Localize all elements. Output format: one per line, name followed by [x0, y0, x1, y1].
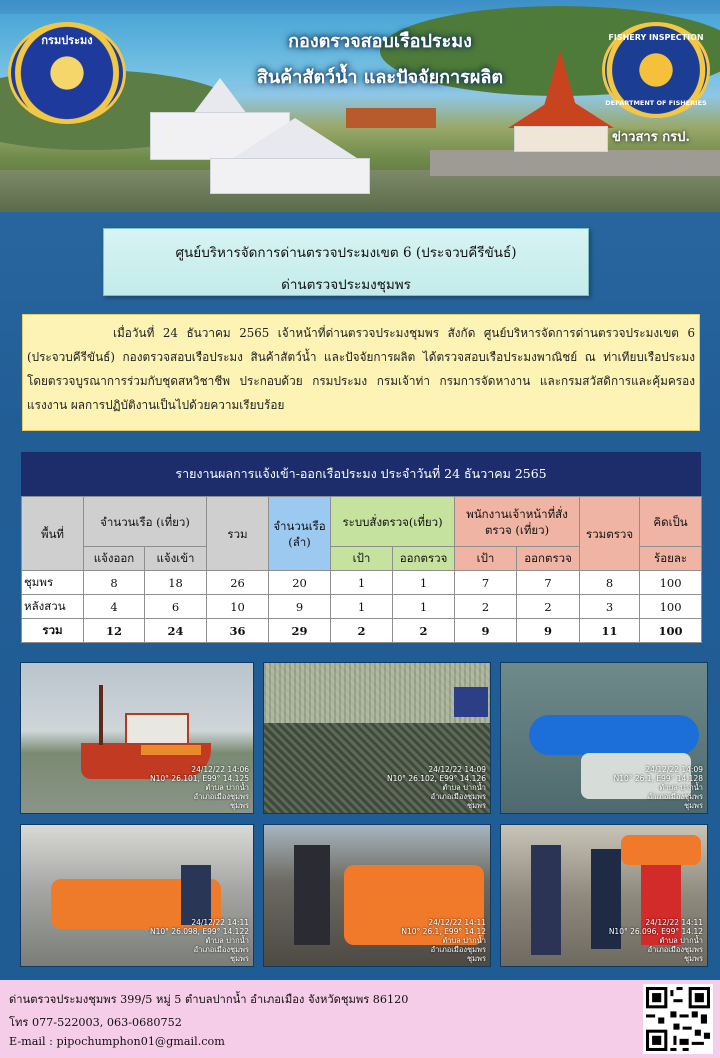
officer-figure	[294, 845, 330, 945]
cell-sys-target: 1	[331, 571, 393, 595]
cell-boats: 20	[269, 571, 331, 595]
cell-pct: 100	[640, 595, 702, 619]
news-paragraph-text: เมื่อวันที่ 24 ธันวาคม 2565 เจ้าหน้าที่ด่านตรวจประมงชุมพร สังกัด ศูนย์บริหารจัดการด่านตรวจประมงเขต 6 (ประจวบคีรีขันธ์) กองตรวจสอบเรือประมง สินค้าสัตว์น้ำ และปัจจัยการผลิต ได้ตรวจสอบเรือประมงพาณิชย์ ณ ท่าเทียบเรือประมง โดยตรวจบูรณาการร่วมกับชุดสหวิชาชีพ ประกอบด้วย กรมประมง กรมเจ้าท่า กรมการจัดหางาน และกรมสวัสดิการและคุ้มครองแรงงาน ผลการปฏิบัติงานเป็นไปด้วยความเรียบร้อย	[27, 326, 695, 412]
cell-total: 26	[207, 571, 269, 595]
banner-title-line2: สินค้าสัตว์น้ำ และปัจจัยการผลิต	[256, 67, 504, 88]
cell-off-target: 2	[455, 595, 517, 619]
col-check-total: รวมตรวจ	[580, 497, 640, 571]
footer-contact	[0, 980, 720, 1058]
life-vest	[621, 835, 701, 865]
col-off-target: เป้า	[455, 547, 517, 571]
report-table	[21, 452, 701, 643]
footer-address: ด่านตรวจประมงชุมพร 399/5 หมู่ 5 ตำบลปากน้ำ อำเภอเมือง จังหวัดชุมพร 86120	[9, 993, 409, 1006]
photo-stamp: 24/12/22 14:11 N10° 26.098, E99° 14.122 ตำบล ปากน้ำ อำเภอเมืองชุมพร ชุมพร	[150, 918, 249, 963]
fishery-inspection-logo	[602, 22, 710, 118]
col-in: แจ้งเข้า	[145, 547, 207, 571]
col-boat-trips: จำนวนเรือ (เที่ยว)	[84, 497, 207, 547]
cell-sys-done: 2	[393, 619, 455, 643]
col-out: แจ้งออก	[84, 547, 145, 571]
photo-crew-group	[20, 824, 254, 967]
cell-area: หลังสวน	[22, 595, 84, 619]
cell-off-done: 9	[517, 619, 580, 643]
footer-email[interactable]: E-mail : pipochumphon01@gmail.com	[9, 1035, 225, 1048]
cell-sys-done: 1	[393, 595, 455, 619]
banner-title-line1: กองตรวจสอบเรือประมง	[288, 31, 472, 52]
officer-figure	[531, 845, 561, 955]
photo-catch-tank	[500, 662, 708, 814]
table-row	[22, 595, 702, 619]
office-title-line1: ศูนย์บริหารจัดการด่านตรวจประมงเขต 6 (ประจวบคีรีขันธ์)	[175, 245, 517, 261]
qr-code-graphic	[646, 987, 710, 1051]
col-percent-unit: ร้อยละ	[640, 547, 702, 571]
cell-total: 36	[207, 619, 269, 643]
cell-out: 4	[84, 595, 145, 619]
col-officer: พนักงานเจ้าหน้าที่สั่งตรวจ (เที่ยว)	[455, 497, 580, 547]
footer-phone: โทร 077-522003, 063-0680752	[9, 1016, 182, 1029]
table-row	[22, 571, 702, 595]
temple-building	[514, 126, 608, 152]
cell-out: 12	[84, 619, 145, 643]
col-system: ระบบสั่งตรวจ(เที่ยว)	[331, 497, 455, 547]
photo-stamp: 24/12/22 14:11 N10° 26.1, E99° 14.12 ตำบล ปากน้ำ อำเภอเมืองชุมพร ชุมพร	[401, 918, 486, 963]
cell-check: 8	[580, 571, 640, 595]
temple-roof	[508, 94, 614, 128]
cell-area: ชุมพร	[22, 571, 84, 595]
cell-sys-target: 2	[331, 619, 393, 643]
qr-code-icon[interactable]	[643, 984, 713, 1054]
col-sys-done: ออกตรวจ	[393, 547, 455, 571]
col-area: พื้นที่	[22, 497, 84, 571]
cell-area: รวม	[22, 619, 84, 643]
col-off-done: ออกตรวจ	[517, 547, 580, 571]
photo-stamp: 24/12/22 14:06 N10° 26.101, E99° 14.125 ตำบล ปากน้ำ อำเภอเมืองชุมพร ชุมพร	[150, 765, 249, 810]
cell-pct: 100	[640, 619, 702, 643]
col-percent: คิดเป็น	[640, 497, 702, 547]
cell-boats: 9	[269, 595, 331, 619]
blue-barrel	[529, 715, 699, 755]
fisheries-logo	[8, 22, 126, 124]
cell-check: 11	[580, 619, 640, 643]
photo-officers	[500, 824, 708, 967]
cell-off-done: 7	[517, 571, 580, 595]
logo-text-top: FISHERY INSPECTION	[608, 33, 704, 42]
cell-off-target: 9	[455, 619, 517, 643]
cell-check: 3	[580, 595, 640, 619]
col-boat-count: จำนวนเรือ (ลำ)	[269, 497, 331, 571]
temple-building	[210, 158, 370, 194]
cell-sys-done: 1	[393, 571, 455, 595]
cell-in: 24	[145, 619, 207, 643]
col-sys-target: เป้า	[331, 547, 393, 571]
news-paragraph	[22, 314, 700, 431]
life-vests	[141, 745, 201, 755]
cell-total: 10	[207, 595, 269, 619]
photo-fishing-net	[263, 662, 491, 814]
table-heading: รายงานผลการแจ้งเข้า-ออกเรือประมง ประจำวันที่ 24 ธันวาคม 2565	[21, 452, 701, 496]
header-banner	[0, 0, 720, 212]
cell-boats: 29	[269, 619, 331, 643]
cell-sys-target: 1	[331, 595, 393, 619]
logo-text-bottom: DEPARTMENT OF FISHERIES	[605, 99, 707, 107]
cell-off-target: 7	[455, 571, 517, 595]
photo-stamp: 24/12/22 14:09 N10° 26.1, E99° 14.128 ตำบล ปากน้ำ อำเภอเมืองชุมพร ชุมพร	[613, 765, 703, 810]
cell-in: 18	[145, 571, 207, 595]
cell-out: 8	[84, 571, 145, 595]
cell-off-done: 2	[517, 595, 580, 619]
officer-figure	[181, 865, 211, 925]
boat-cabin	[125, 713, 189, 745]
cell-pct: 100	[640, 571, 702, 595]
boat-number	[454, 687, 488, 717]
logo-text: กรมประมง	[41, 34, 93, 47]
col-total: รวม	[207, 497, 269, 571]
photo-stamp: 24/12/22 14:09 N10° 26.102, E99° 14.126 ตำบล ปากน้ำ อำเภอเมืองชุมพร ชุมพร	[387, 765, 486, 810]
news-label: ข่าวสาร กรป.	[612, 130, 690, 145]
photo-fishing-boat	[20, 662, 254, 814]
boat-mast	[99, 685, 103, 745]
office-title-line2: ด่านตรวจประมงชุมพร	[281, 277, 411, 293]
office-title-box	[103, 228, 589, 296]
road	[430, 150, 720, 176]
photo-stamp: 24/12/22 14:11 N10° 26.096, E99° 14.12 ตำบล ปากน้ำ อำเภอเมืองชุมพร ชุมพร	[608, 918, 703, 963]
photo-inspection-crew	[263, 824, 491, 967]
cell-in: 6	[145, 595, 207, 619]
roof-building	[346, 108, 436, 128]
table-row-total	[22, 619, 702, 643]
